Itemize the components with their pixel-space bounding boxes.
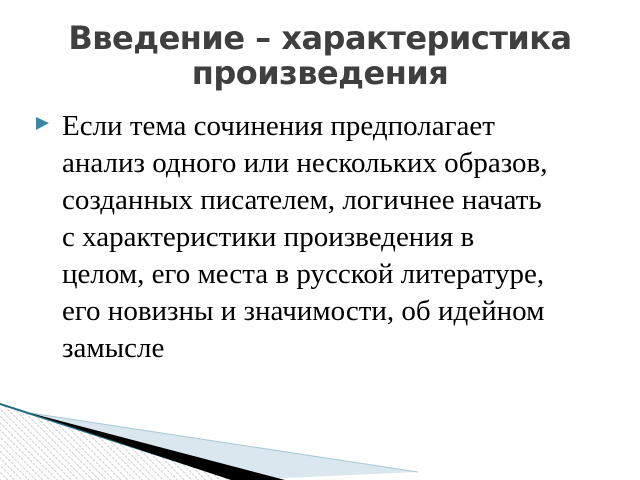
- slide-title-line-2: произведения: [191, 54, 449, 92]
- bullet-paragraph: [62, 108, 547, 367]
- pale-blue-wedge: [30, 413, 418, 480]
- right-triangle-bullet-icon: [36, 117, 49, 130]
- body-text-line: Если тема сочинения предполагает: [62, 110, 495, 142]
- body-text-line: целом, его места в русской литературе,: [62, 258, 545, 290]
- hatched-wedge: [0, 404, 235, 480]
- slide-title: [10, 21, 630, 91]
- body-text-line: анализ одного или нескольких образов,: [62, 147, 548, 179]
- bullet-list-item: [36, 108, 620, 367]
- body-text-line: с характеристики произведения в: [62, 221, 475, 253]
- black-wedge: [30, 413, 285, 480]
- slide-title-line-1: Введение – характеристика: [68, 19, 572, 57]
- teal-accent-line: [0, 404, 235, 480]
- body-text-line: его новизны и значимости, об идейном: [62, 295, 545, 327]
- pale-blue-wedge-edge: [30, 413, 418, 472]
- body-text-line: созданных писателем, логичнее начать: [62, 184, 542, 216]
- body-text-line: замысле: [62, 332, 165, 364]
- slide-body: [0, 108, 640, 367]
